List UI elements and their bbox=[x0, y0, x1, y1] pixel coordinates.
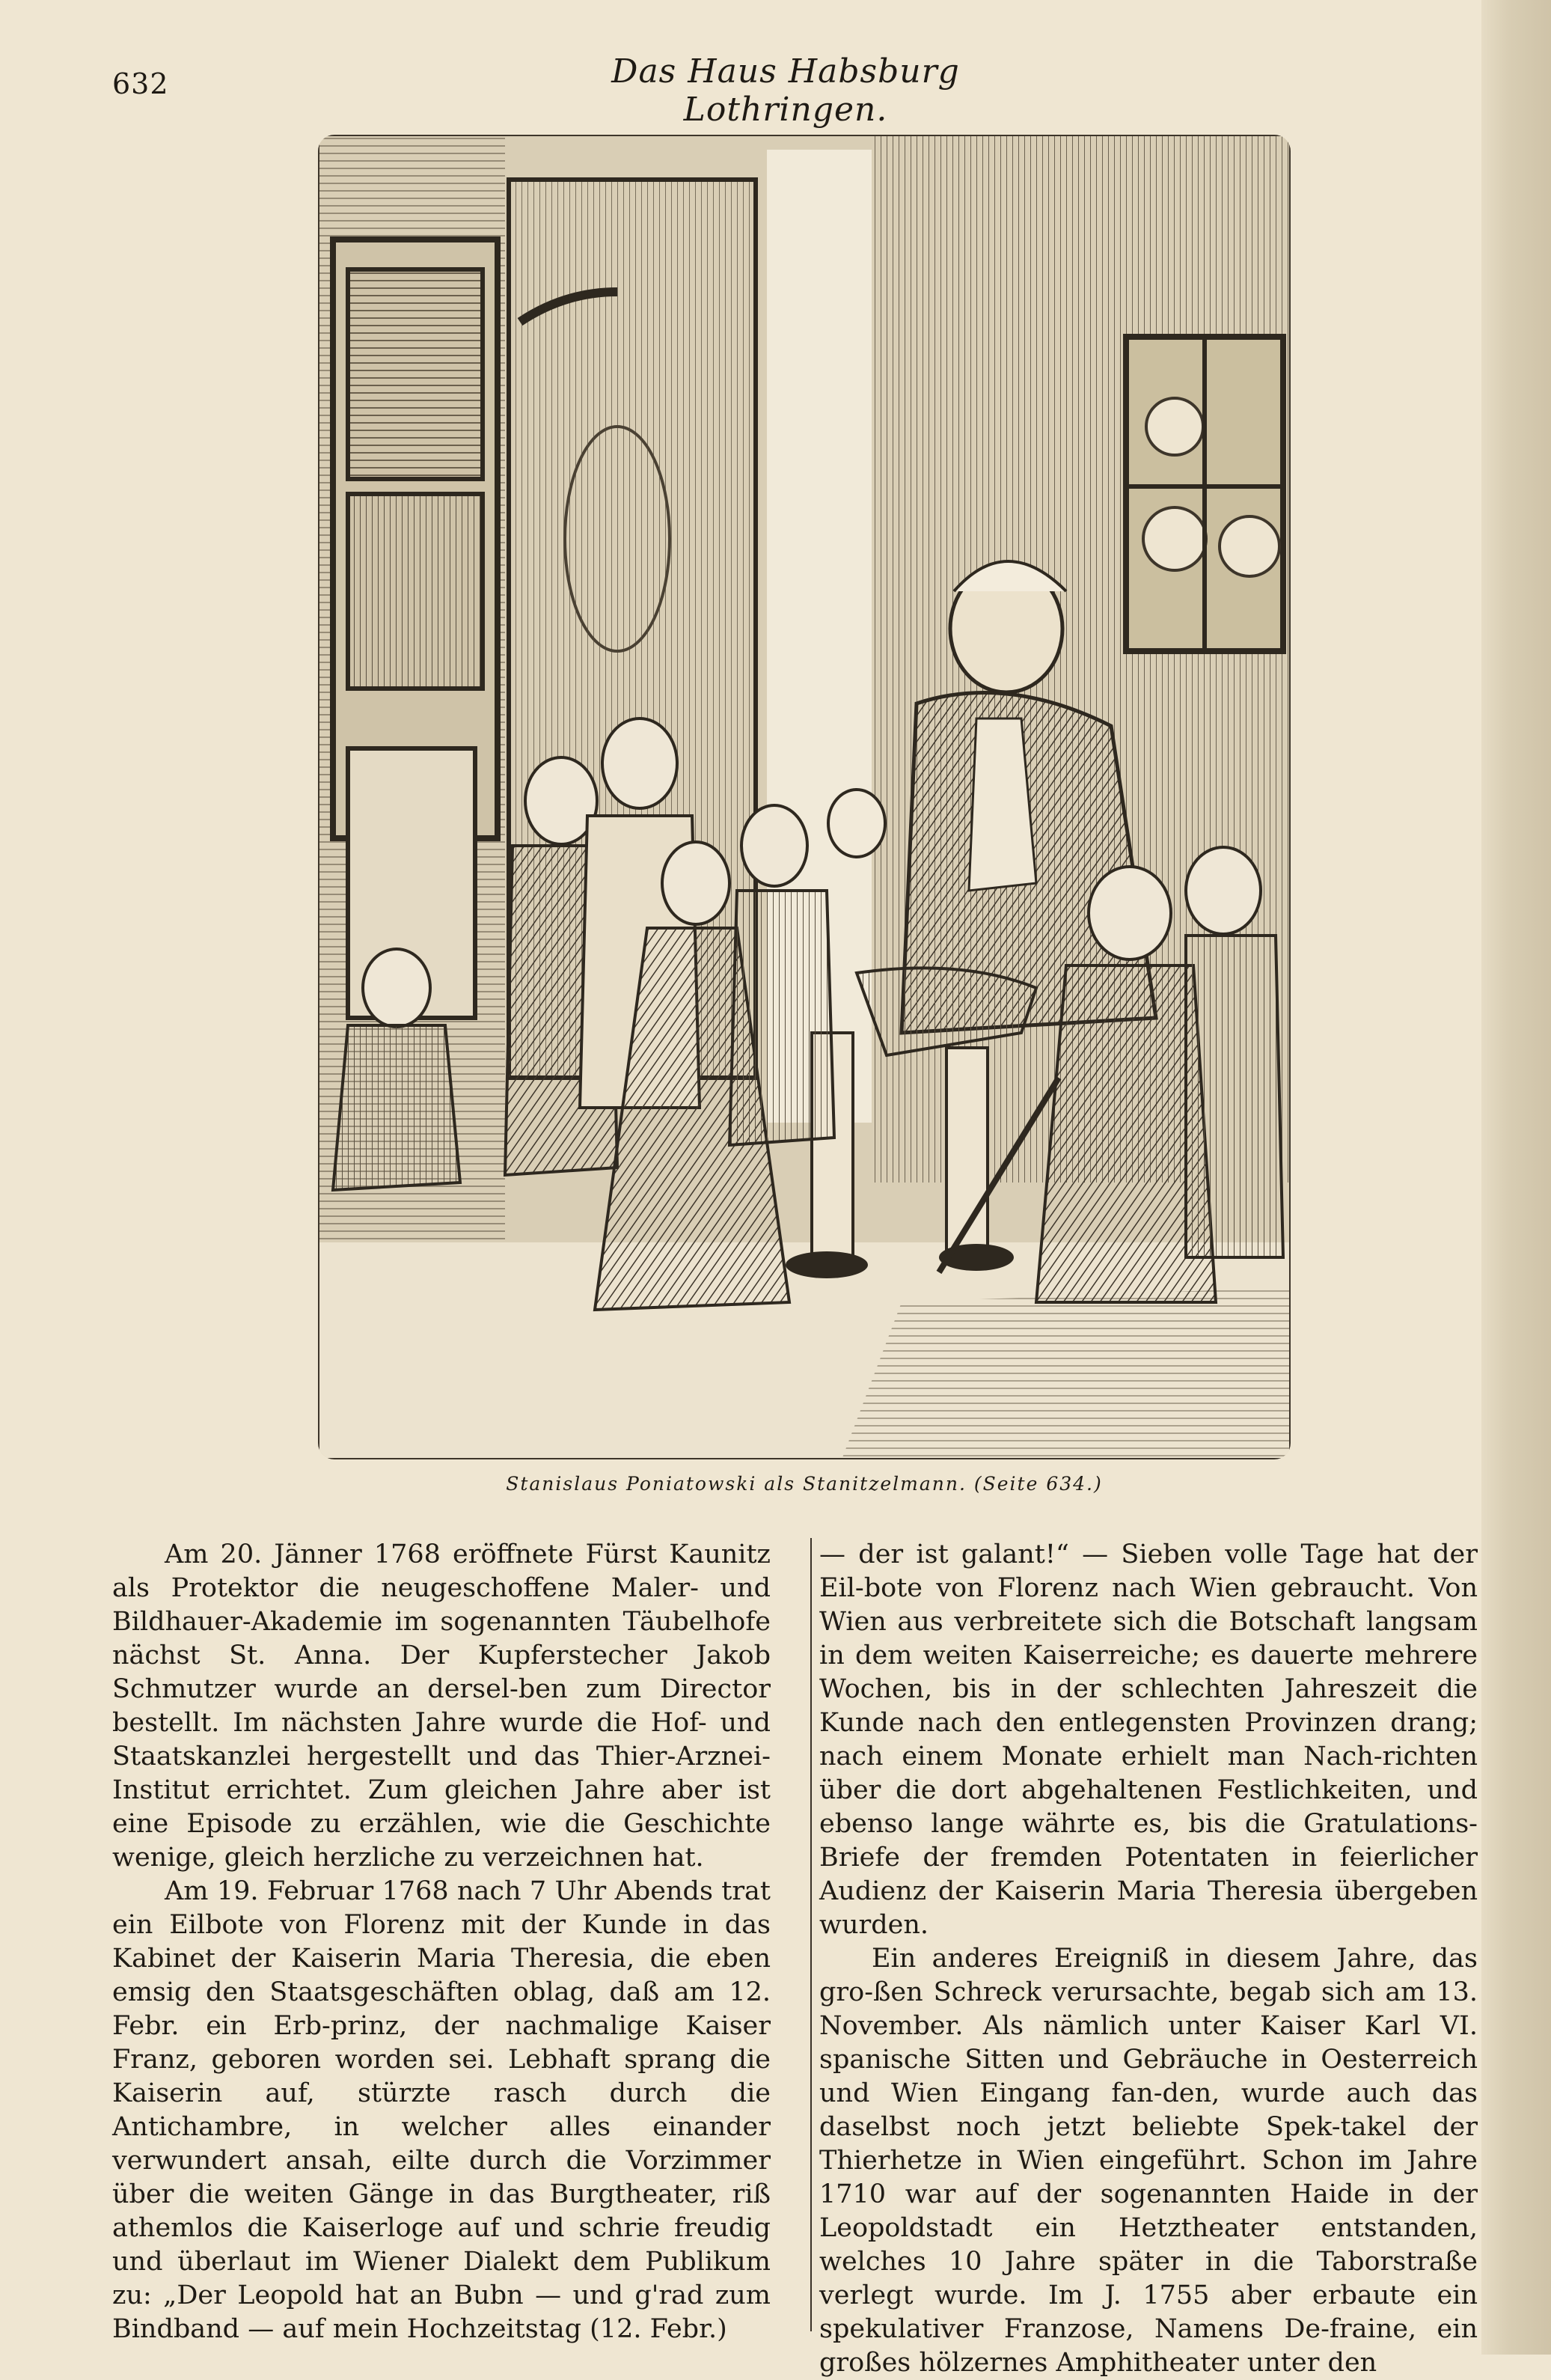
page-edge bbox=[1481, 0, 1551, 2355]
text-column-right bbox=[819, 1538, 1478, 2378]
paragraph: Ein anderes Ereigniß in diesem Jahre, das gro-ßen Schreck verursachte, begab sich am 13. November. Als nämlich unter Kaiser Karl VI. spanische Sitten und Gebräuche in Oesterreich und Wien Eingang fan-den, wurde auch das daselbst noch jetzt beliebte Spek-takel der Thierhetze in Wien eingeführt. Schon im Jahre 1710 war auf der sogenannten Haide in der Leopoldstadt ein Hetztheater entstanden, welches 10 Jahre später in die Taborstraße verlegt wurde. Im J. 1755 aber erbaute ein spekulativer Franzose, Namens De-fraine, ein großes hölzernes Amphitheater unter den bbox=[819, 1944, 1478, 2378]
paragraph: Am 20. Jänner 1768 eröffnete Fürst Kaunitz als Protektor die neugeschoffene Maler- und Bildhauer-Akademie im sogenannten Täubelhofe nächst St. Anna. Der Kupferstecher Jakob Schmutzer wurde an dersel-ben zum Director bestellt. Im nächsten Jahre wurde die Hof- und Staatskanzlei hergestellt und das Thier-Arznei-Institut errichtet. Zum gleichen Jahre aber ist eine Episode zu erzählen, wie die Geschichte wenige, gleich herzliche zu verzeichnen hat. bbox=[112, 1540, 771, 1873]
illustration-caption: Stanislaus Poniatowski als Stanitzelmann. (Seite 634.) bbox=[506, 1473, 1103, 1495]
engraving-illustration bbox=[318, 135, 1291, 1459]
column-divider bbox=[810, 1538, 812, 2331]
text-column-left bbox=[112, 1538, 771, 2344]
paragraph: — der ist galant!“ — Sieben volle Tage hat der Eil-bote von Florenz nach Wien gebraucht. Von Wien aus verbreitete sich die Botschaft langsam in dem weiten Kaiserreiche; es dauerte mehrere Wochen, bis in der schlechten Jahreszeit die Kunde nach den entlegensten Provinzen drang; nach einem Monate erhielt man Nach-richten über die dort abgehaltenen Festlichkeiten, und ebenso lange währte es, bis die Gratulations-Briefe der fremden Potentaten in feierlicher Audienz der Kaiserin Maria Theresia übergeben wurden. bbox=[819, 1540, 1478, 1940]
running-title: Das Haus Habsburg Lothringen. bbox=[611, 52, 960, 129]
engraving-scene bbox=[318, 135, 1291, 1459]
paragraph: Am 19. Februar 1768 nach 7 Uhr Abends trat ein Eilbote von Florenz mit der Kunde in das Kabinet der Kaiserin Maria Theresia, die eben emsig den Staatsgeschäften oblag, daß am 12. Febr. ein Erb-prinz, der nachmalige Kaiser Franz, geboren worden sei. Lebhaft sprang die Kaiserin auf, stürzte rasch durch die Antichambre, in welcher alles einander verwundert ansah, eilte durch die Vorzimmer über die weiten Gänge in das Burgtheater, riß athemlos die Kaiserloge auf und schrie freudig und überlaut im Wiener Dialekt dem Publikum zu: „Der Leopold hat an Bubn — und g'rad zum Bindband — auf mein Hochzeitstag (12. Febr.) bbox=[112, 1876, 771, 2344]
page-number: 632 bbox=[112, 67, 169, 100]
